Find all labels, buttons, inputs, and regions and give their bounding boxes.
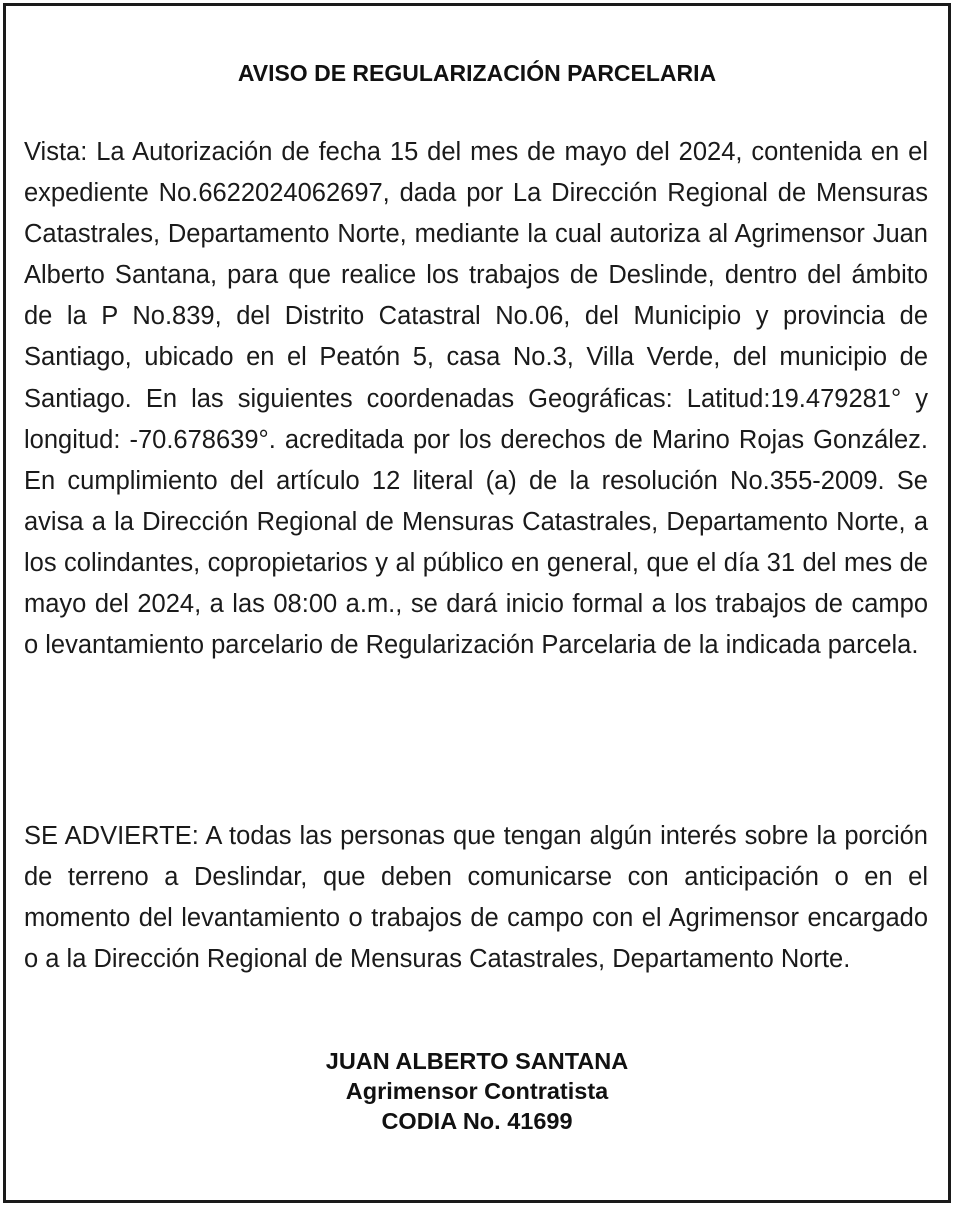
signer-name: JUAN ALBERTO SANTANA (325, 1048, 629, 1074)
notice-frame (3, 3, 951, 1203)
signer-codia: CODIA No. 41699 (381, 1108, 573, 1134)
signer-role: Agrimensor Contratista (345, 1078, 609, 1104)
notice-title: AVISO DE REGULARIZACIÓN PARCELARIA (237, 60, 717, 86)
signature-block (6, 1046, 948, 1136)
paragraph-advierte: SE ADVIERTE: A todas las personas que tengan algún interés sobre la porción de terreno a Deslindar, que deben comunicarse con anticipación o en el momento del levantamiento o trabajos de campo con el Agrimensor encargado o a la Dirección Regional de Mensuras Catastrales, Departamento Norte. (24, 822, 928, 974)
paragraph-vista: Vista: La Autorización de fecha 15 del mes de mayo del 2024, contenida en el expediente No.6622024062697, dada por La Dirección Regional de Mensuras Catastrales, Departamento Norte, mediante la cual autoriza al Agrimensor Juan Alberto Santana, para que realice los trabajos de Deslinde, dentro del ámbito de la P No.839, del Distrito Catastral No.06, del Municipio y provincia de Santiago, ubicado en el Peatón 5, casa No.3, Villa Verde, del municipio de Santiago. En las siguientes coordenadas Geográficas: Latitud:19.479281° y longitud: -70.678639°. acreditada por los derechos de Marino Rojas González. En cumplimiento del artículo 12 literal (a) de la resolución No.355-2009. Se avisa a la Dirección Regional de Mensuras Catastrales, Departamento Norte, a los colindantes, copropietarios y al público en general, que el día 31 del mes de mayo del 2024, a las 08:00 a.m., se dará inicio formal a los trabajos de campo o levantamiento parcelario de Regularización Parcelaria de la indicada parcela. (24, 138, 928, 660)
